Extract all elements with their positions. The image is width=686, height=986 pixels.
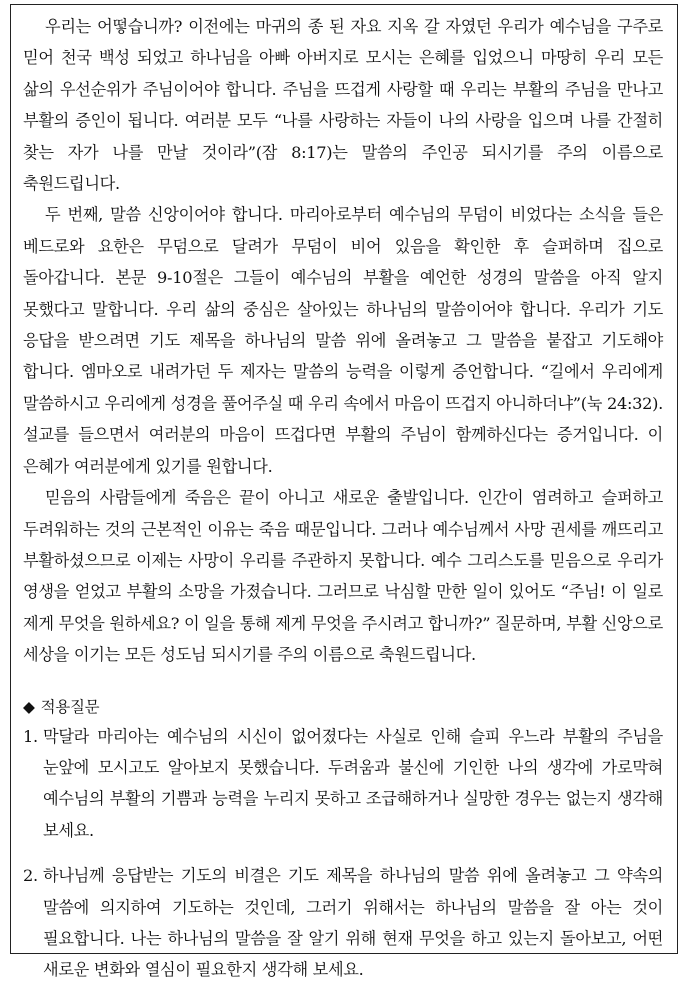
document-page: [10, 4, 678, 980]
question-number: 1.: [23, 726, 38, 746]
questions-heading: [23, 693, 663, 721]
question-item: [23, 721, 663, 847]
paragraph-priority: 우리는 어떻습니까? 이전에는 마귀의 종 된 자요 지옥 갈 자였던 우리가 예수님을 구주로 믿어 천국 백성 되었고 하나님을 아빠 아버지로 모시는 은혜를 입었으니 마땅히 우리 모든 삶의 우선순위가 주님이어야 합니다. 주님을 뜨겁게 사랑할 때 우리는 부활의 주님을 만나고 부활의 증인이 됩니다. 여러분 모두 “나를 사랑하는 자들이 나의 사랑을 입으며 나를 간절히 찾는 자가 나를 만날 것이라”(잠 8:17)는 말씀의 주인공 되시기를 주의 이름으로 축원드립니다.: [23, 17, 663, 194]
question-text: 하나님께 응답받는 기도의 비결은 기도 제목을 하나님의 말씀 위에 올려놓고 그 약속의 말씀에 의지하여 기도하는 것인데, 그러기 위해서는 하나님의 말씀을 잘 아는 것이 필요합니다. 나는 하나님의 말씀을 잘 알기 위해 현재 무엇을 하고 있는지 돌아보고, 어떤 새로운 변화와 열심이 필요한지 생각해 보세요.: [43, 866, 663, 980]
black-diamond-icon: ◆: [23, 697, 35, 716]
paragraph-word-faith: 두 번째, 말씀 신앙이어야 합니다. 마리아로부터 예수님의 무덤이 비었다는 소식을 들은 베드로와 요한은 무덤으로 달려가 무덤이 비어 있음을 확인한 후 슬퍼하며 집으로 돌아갑니다. 본문 9-10절은 그들이 예수님의 부활을 예언한 성경의 말씀을 아직 알지 못했다고 말합니다. 우리 삶의 중심은 살아있는 하나님의 말씀이어야 합니다. 우리가 기도 응답을 받으려면 기도 제목을 하나님의 말씀 위에 올려놓고 그 말씀을 붙잡고 기도해야 합니다. 엠마오로 내려가던 두 제자는 말씀의 능력을 이렇게 증언합니다. “길에서 우리에게 말씀하시고 우리에게 성경을 풀어주실 때 우리 속에서 마음이 뜨겁지 아니하더냐”(눅 24:32). 설교를 들으면서 여러분의 마음이 뜨겁다면 부활의 주님이 함께하신다는 증거입니다. 이 은혜가 여러분에게 있기를 원합니다.: [23, 205, 663, 476]
question-text: 막달라 마리아는 예수님의 시신이 없어졌다는 사실로 인해 슬피 우느라 부활의 주님을 눈앞에 모시고도 알아보지 못했습니다. 두려움과 불신에 기인한 나의 생각에 가로막혀 예수님의 부활의 기쁨과 능력을 누리지 못하고 조급해하거나 실망한 경우는 없는지 생각해 보세요.: [43, 726, 663, 840]
question-item: [23, 860, 663, 986]
paragraph-resurrection-hope: 믿음의 사람들에게 죽음은 끝이 아니고 새로운 출발입니다. 인간이 염려하고 슬퍼하고 두려워하는 것의 근본적인 이유는 죽음 때문입니다. 그러나 예수님께서 사망 권세를 깨뜨리고 부활하셨으므로 이제는 사망이 우리를 주관하지 못합니다. 예수 그리스도를 믿음으로 우리가 영생을 얻었고 부활의 소망을 가졌습니다. 그러므로 낙심할 만한 일이 있어도 “주님! 이 일로 제게 무엇을 원하세요? 이 일을 통해 제게 무엇을 주시려고 합니까?” 질문하며, 부활 신앙으로 세상을 이기는 모든 성도님 되시기를 주의 이름으로 축원드립니다.: [23, 488, 663, 665]
sermon-body: [11, 5, 677, 986]
questions-heading-label: 적용질문: [40, 697, 100, 716]
question-number: 2.: [23, 866, 38, 886]
